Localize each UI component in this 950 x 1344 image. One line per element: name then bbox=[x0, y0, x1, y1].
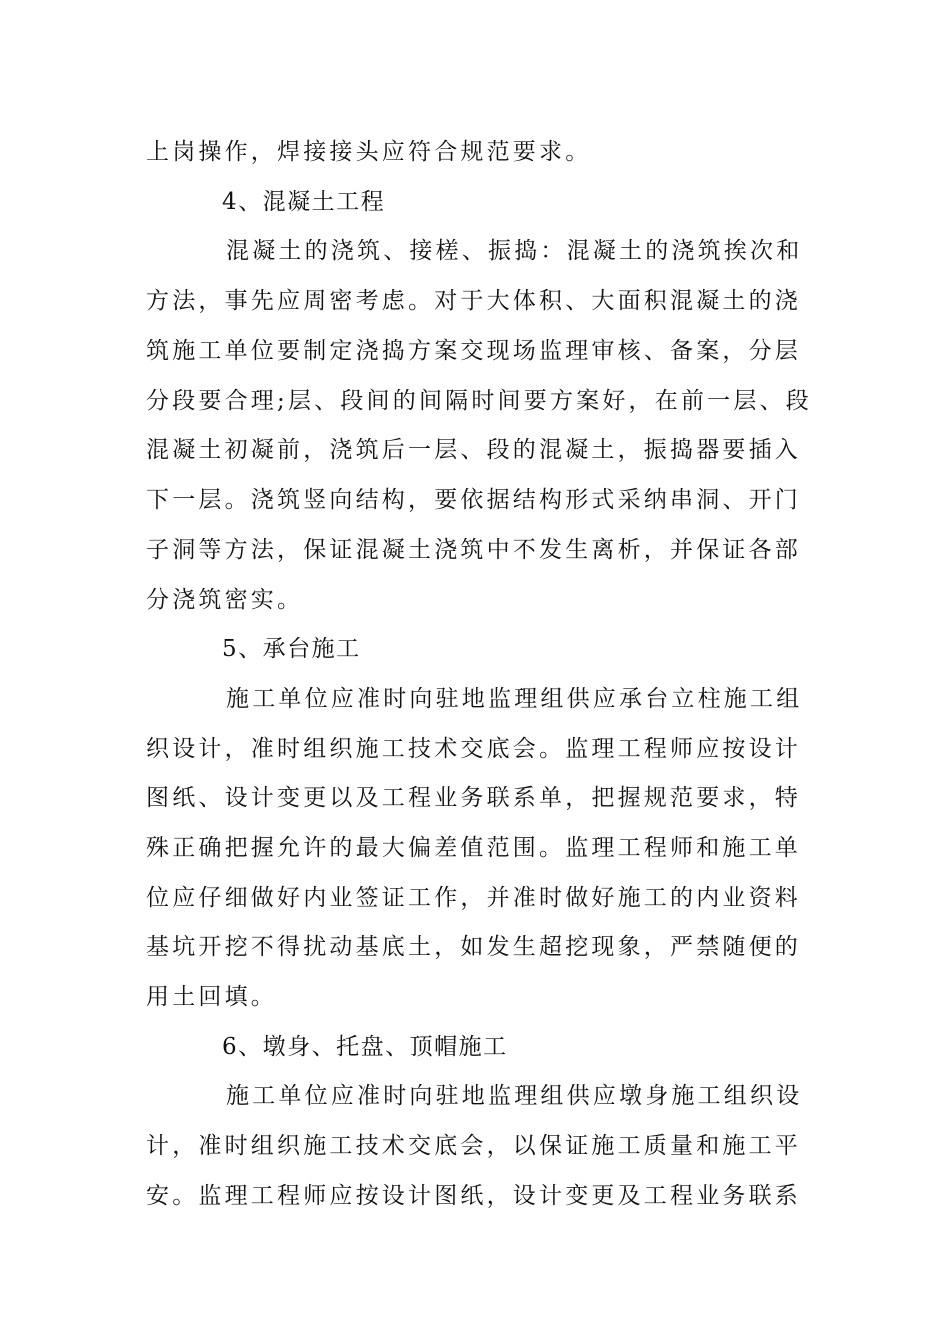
text-line: 筑施工单位要制定浇捣方案交现场监理审核、备案，分层 bbox=[146, 338, 801, 364]
text-line: 方法，事先应周密考虑。对于大体积、大面积混凝土的浇 bbox=[146, 288, 801, 314]
text-line: 织设计，准时组织施工技术交底会。监理工程师应按设计 bbox=[146, 736, 801, 762]
text-line: 用土回填。 bbox=[146, 984, 277, 1010]
text-line: 混凝土的浇筑、接槎、振捣：混凝土的浇筑挨次和 bbox=[226, 238, 803, 264]
text-line: 位应仔细做好内业签证工作，并准时做好施工的内业资料 bbox=[146, 885, 801, 911]
text-line: 下一层。浇筑竖向结构，要依据结构形式采纳串洞、开门 bbox=[146, 487, 801, 513]
text-line: 分段要合理;层、段间的间隔时间要方案好，在前一层、段 bbox=[146, 388, 812, 414]
text-line: 混凝土初凝前，浇筑后一层、段的混凝土，振捣器要插入 bbox=[146, 437, 801, 463]
text-line: 上岗操作，焊接接头应符合规范要求。 bbox=[146, 139, 592, 165]
text-line: 图纸、设计变更以及工程业务联系单，把握规范要求，特 bbox=[146, 785, 801, 811]
text-line: 基坑开挖不得扰动基底土，如发生超挖现象，严禁随便的 bbox=[146, 934, 801, 960]
section-heading: 5、承台施工 bbox=[222, 636, 361, 662]
section-heading: 6、墩身、托盘、顶帽施工 bbox=[222, 1034, 508, 1060]
text-line: 子洞等方法，保证混凝土浇筑中不发生离析，并保证各部 bbox=[146, 537, 801, 563]
section-heading: 4、混凝土工程 bbox=[222, 189, 386, 215]
text-line: 计，准时组织施工技术交底会，以保证施工质量和施工平 bbox=[146, 1133, 801, 1159]
text-line: 分浇筑密实。 bbox=[146, 587, 304, 613]
text-line: 安。监理工程师应按设计图纸，设计变更及工程业务联系 bbox=[146, 1183, 801, 1209]
text-line: 施工单位应准时向驻地监理组供应承台立柱施工组 bbox=[226, 686, 803, 712]
text-line: 施工单位应准时向驻地监理组供应墩身施工组织设 bbox=[226, 1083, 803, 1109]
text-line: 殊正确把握允许的最大偏差值范围。监理工程师和施工单 bbox=[146, 835, 801, 861]
